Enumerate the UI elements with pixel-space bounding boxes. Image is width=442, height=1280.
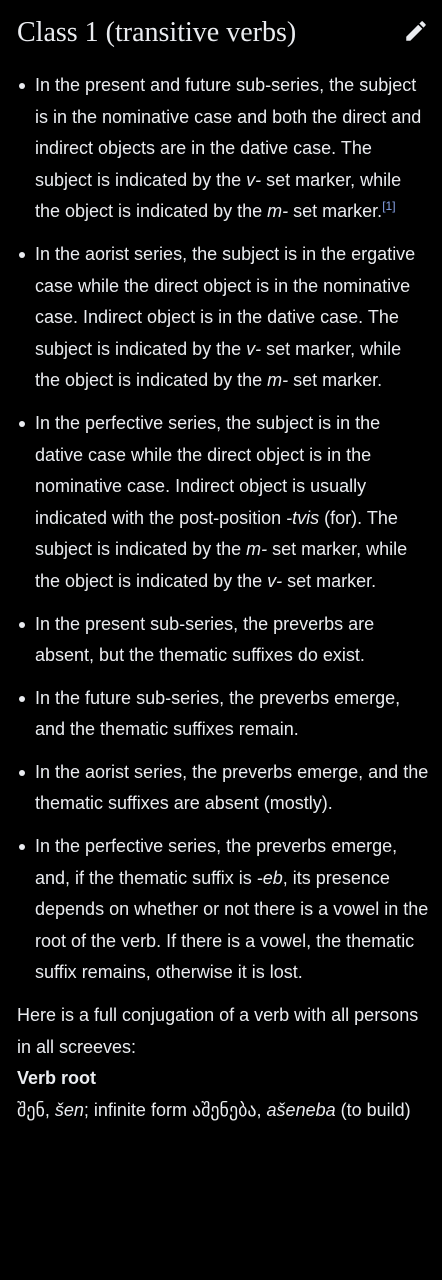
italic-term: v- xyxy=(267,570,283,591)
reference-link[interactable]: [1] xyxy=(382,199,396,214)
text-run: In the perfective series, the subject is in the dative case while the direct object is in the nominative case. Indirect object is usually indicated with the post-position xyxy=(35,412,381,528)
list-item xyxy=(17,408,442,598)
text-run: In the aorist series, the preverbs emerge, and the thematic suffixes are absent (mostly). xyxy=(35,761,429,814)
verb-root-line xyxy=(17,1095,442,1127)
italic-term: ašeneba xyxy=(266,1099,336,1120)
text-run: set marker, while the object is indicated by the xyxy=(35,338,402,391)
pencil-icon-glyph xyxy=(403,18,429,44)
text-run: set marker, while the object is indicated by the xyxy=(35,539,408,591)
verb-root-heading: Verb root xyxy=(17,1068,97,1089)
text-run: set marker. xyxy=(288,201,383,222)
list-item xyxy=(17,831,442,989)
italic-term: -eb xyxy=(256,867,283,888)
italic-term: m- xyxy=(267,201,289,222)
list-item xyxy=(17,609,442,672)
text-run: set marker. xyxy=(288,370,383,391)
text-run: შენ, xyxy=(17,1099,55,1120)
text-run: ; infinite form აშენება, xyxy=(83,1099,267,1120)
text-run: (to build) xyxy=(335,1099,411,1120)
text-run: , its presence depends on whether or not there is a vowel in the root of the verb. If there is a vowel, the thematic suffix remains, otherwise it is lost. xyxy=(35,867,429,983)
text-run: In the present and future sub-series, the subject is in the nominative case and both the direct and indirect objects are in the dative case. The subject is indicated by the xyxy=(35,75,422,190)
italic-term: -tvis xyxy=(286,507,320,528)
italic-term: m- xyxy=(267,370,289,391)
text-run: In the future sub-series, the preverbs emerge, and the thematic suffixes remain. xyxy=(35,687,401,740)
rules-list xyxy=(17,70,442,989)
section-title: Class 1 (transitive verbs) xyxy=(17,17,297,48)
italic-term: šen xyxy=(54,1099,84,1120)
text-run: set marker. xyxy=(282,570,377,591)
text-run: In the perfective series, the preverbs emerge, and, if the thematic suffix is xyxy=(35,836,398,888)
text-run: (for). The subject is indicated by the xyxy=(35,507,398,560)
text-run: In the aorist series, the subject is in the ergative case while the direct object is in the nominative case. Indirect object is in the dative case. The subject is indicated by the xyxy=(35,243,416,359)
pencil-icon[interactable] xyxy=(403,18,429,44)
list-item xyxy=(17,70,442,228)
italic-term: v- xyxy=(246,338,262,359)
text-run: set marker, while the object is indicated by the xyxy=(35,169,402,222)
italic-term: v- xyxy=(246,169,262,190)
section-header xyxy=(17,0,442,70)
italic-term: m- xyxy=(246,539,268,560)
intro-paragraph: Here is a full conjugation of a verb with all persons in all screeves: xyxy=(17,1005,419,1057)
list-item xyxy=(17,683,442,746)
list-item xyxy=(17,757,442,820)
text-run: In the present sub-series, the preverbs are absent, but the thematic suffixes do exist. xyxy=(35,613,375,666)
list-item xyxy=(17,239,442,397)
